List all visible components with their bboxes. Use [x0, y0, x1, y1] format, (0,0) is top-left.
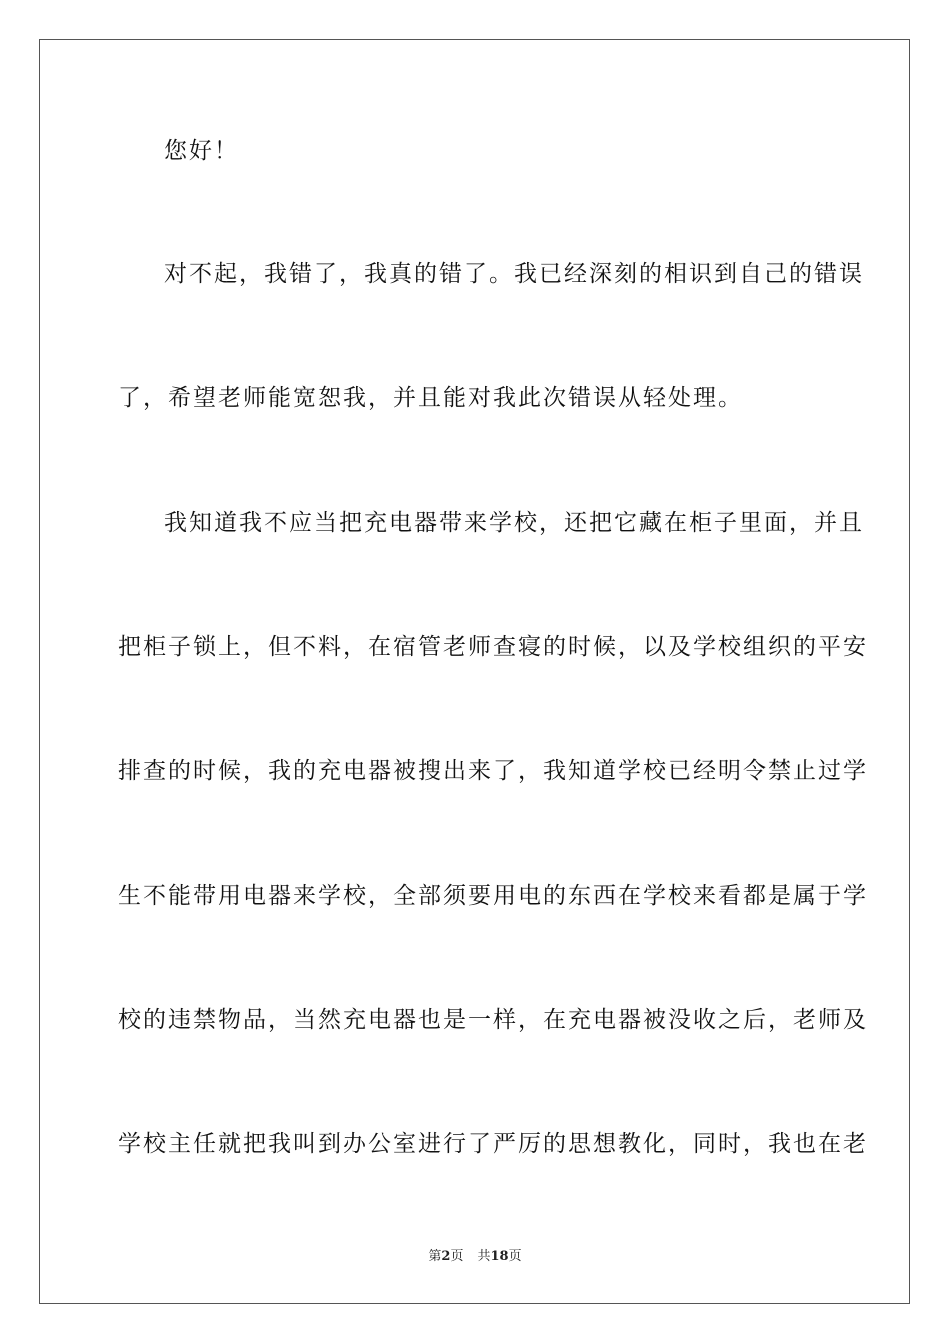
paragraph-2-line-4: 生不能带用电器来学校，全部须要用电的东西在学校来看都是属于学	[118, 883, 868, 909]
page-footer	[0, 1248, 950, 1266]
page-prefix: 第	[428, 1249, 442, 1264]
paragraph-2-line-6: 学校主任就把我叫到办公室进行了严厉的思想教化，同时，我也在老	[118, 1131, 868, 1157]
paragraph-1-line-1: 对不起，我错了，我真的错了。我已经深刻的相识到自己的错误	[164, 261, 864, 287]
page-number: 2	[441, 1249, 451, 1264]
total-pages: 18	[490, 1249, 509, 1264]
paragraph-2-line-5: 校的违禁物品，当然充电器也是一样，在充电器被没收之后，老师及	[118, 1007, 868, 1033]
page-suffix: 页	[450, 1249, 464, 1264]
total-prefix: 共	[477, 1249, 491, 1264]
paragraph-2-line-2: 把柜子锁上，但不料，在宿管老师查寝的时候，以及学校组织的平安	[118, 634, 868, 660]
paragraph-2-line-3: 排查的时候，我的充电器被搜出来了，我知道学校已经明令禁止过学	[118, 758, 868, 784]
page-border	[39, 39, 910, 1304]
paragraph-1-line-2: 了，希望老师能宽恕我，并且能对我此次错误从轻处理。	[118, 385, 743, 411]
total-suffix: 页	[508, 1249, 522, 1264]
salutation: 您好！	[164, 138, 239, 164]
paragraph-2-line-1: 我知道我不应当把充电器带来学校，还把它藏在柜子里面，并且	[164, 510, 864, 536]
